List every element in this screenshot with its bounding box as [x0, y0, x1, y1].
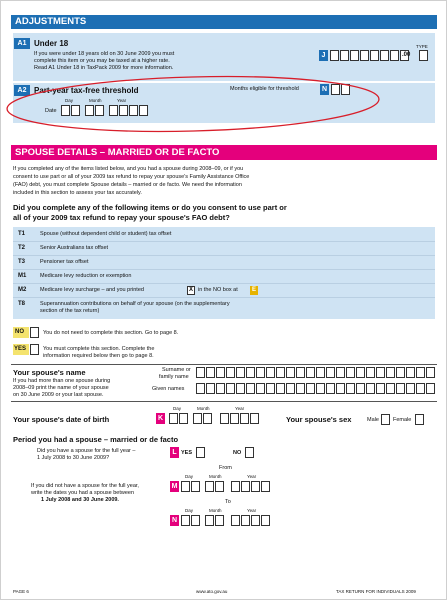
from-month-label: Month — [209, 474, 222, 479]
from-day-boxes[interactable] — [181, 481, 200, 492]
spouse-name-help-2: 2008–09 print the name of your spouse — [13, 385, 109, 391]
item-code: M1 — [18, 273, 27, 279]
spouse-intro-4: included in this section to assess your tax accurately. — [13, 190, 142, 196]
item-text: Superannuation contributions on behalf of your spouse (on the supplementary — [40, 301, 230, 307]
item-code: T1 — [18, 231, 26, 237]
to-month-boxes[interactable] — [205, 515, 224, 526]
item-row — [13, 228, 435, 242]
from-day-label: Day — [185, 474, 194, 479]
item-text: Senior Australians tax offset — [40, 245, 109, 251]
yes-checkbox[interactable] — [30, 344, 39, 355]
yes-text-1: You must complete this section. Complete the — [43, 346, 155, 352]
item-row — [13, 284, 435, 298]
adjustments-heading: ADJUSTMENTS — [11, 15, 437, 29]
no-label: NO — [15, 329, 24, 335]
a2-code: A2 — [14, 85, 30, 96]
spouse-sex-title: Your spouse's sex — [286, 415, 352, 424]
female-checkbox[interactable] — [415, 414, 424, 425]
a1-title: Under 18 — [34, 39, 69, 48]
dob-badge-k: K — [157, 415, 164, 422]
partial-text-3: 1 July 2008 and 30 June 2009. — [41, 497, 119, 503]
surname-label-1: Surname or — [162, 367, 191, 373]
fullyear-no-checkbox[interactable] — [245, 447, 254, 458]
spouse-name-help-3: on 30 June 2009 or your last spouse. — [13, 392, 104, 398]
given-names-boxes[interactable] — [196, 383, 435, 394]
a2-label-n: N — [321, 86, 328, 93]
spouse-intro-1: If you completed any of the items listed below, and you had a spouse during 2008–09, or if you — [13, 166, 244, 172]
dob-year-boxes[interactable] — [220, 413, 259, 424]
dob-month-boxes[interactable] — [193, 413, 212, 424]
a2-title: Part-year tax-free threshold — [34, 86, 139, 95]
a2-date-label: Date — [45, 108, 57, 114]
spouse-intro-3: (FAO) debt, you must complete Spouse details – married or de facto. We need the information — [13, 182, 242, 188]
from-year-boxes[interactable] — [231, 481, 270, 492]
a1-text-2: complete this item or you may be taxed at a higher rate. — [34, 58, 170, 64]
item-text: Medicare levy reduction or exemption — [40, 273, 132, 279]
a2-day-label: Day — [65, 98, 74, 103]
period-badge-l: L — [170, 447, 179, 458]
partial-text-1: If you did not have a spouse for the full year, — [31, 483, 139, 489]
yes-label: YES — [14, 346, 27, 352]
item-row — [13, 270, 435, 284]
yes-text-2: information required below then go to page 8. — [43, 353, 154, 359]
fullyear-yes-checkbox[interactable] — [196, 447, 205, 458]
divider — [11, 401, 437, 402]
item-code: M2 — [18, 287, 27, 293]
a2-year-label: Year — [117, 98, 127, 103]
spouse-dob-title: Your spouse's date of birth — [13, 415, 110, 424]
a1-text-1: If you were under 18 years old on 30 June 2009 you must — [34, 51, 175, 57]
item-row — [13, 256, 435, 270]
spouse-heading: SPOUSE DETAILS – MARRIED OR DE FACTO — [11, 145, 437, 160]
given-names-label: Given names — [152, 386, 185, 392]
a1-code: A1 — [14, 38, 30, 49]
item-code: T8 — [18, 301, 26, 307]
from-label: From — [219, 465, 232, 471]
period-badge-m: M — [171, 483, 178, 490]
item-code: T3 — [18, 259, 26, 265]
to-year-label: Year — [247, 508, 257, 513]
spouse-name-help-1: If you had more than one spouse during — [13, 378, 111, 384]
fullyear-no-label: NO — [233, 450, 242, 456]
item-code: T2 — [18, 245, 26, 251]
no-text: You do not need to complete this section. Go to page 8. — [43, 330, 179, 336]
spouse-question-2: all of your 2009 tax refund to repay your spouse's FAO debt? — [13, 213, 230, 222]
male-label: Male — [367, 417, 379, 423]
a1-label-j: J — [319, 50, 328, 61]
dob-month-label: Month — [197, 406, 210, 411]
item-text: Spouse (without dependent child or student) tax offset — [40, 231, 172, 237]
a1-text-3: Read A1 Under 18 in TaxPack 2009 for more information. — [34, 65, 174, 71]
period-badge-n: N — [171, 517, 178, 524]
to-month-label: Month — [209, 508, 222, 513]
item-row — [13, 242, 435, 256]
item-text-2: in the NO box at — [198, 287, 238, 293]
fullyear-yes-label: YES — [181, 450, 193, 456]
dob-day-boxes[interactable] — [169, 413, 188, 424]
a1-cents: .00 — [402, 52, 411, 58]
to-day-boxes[interactable] — [181, 515, 200, 526]
surname-boxes[interactable] — [196, 367, 435, 378]
item-text: Medicare levy surcharge – and you printed — [40, 287, 144, 293]
e-badge: E — [251, 287, 256, 293]
footer-page: PAGE 6 — [13, 589, 29, 594]
to-year-boxes[interactable] — [231, 515, 270, 526]
male-checkbox[interactable] — [381, 414, 390, 425]
footer-url: www.ato.gov.au — [196, 589, 228, 594]
fullyear-question-2: 1 July 2008 to 30 June 2009? — [37, 455, 110, 461]
to-label: To — [225, 499, 231, 505]
a1-type-label: TYPE — [416, 44, 428, 49]
a2-months-label: Months eligible for threshold — [230, 86, 299, 92]
partial-text-2: write the dates you had a spouse between — [31, 490, 135, 496]
spouse-name-title: Your spouse's name — [13, 368, 86, 377]
spouse-question-1: Did you complete any of the following items or do you consent to use part or — [13, 203, 287, 212]
period-title: Period you had a spouse – married or de facto — [13, 435, 179, 444]
dob-day-label: Day — [173, 406, 182, 411]
x-mark-box: X — [188, 287, 193, 293]
surname-label-2: family name — [159, 374, 189, 380]
footer-title: TAX RETURN FOR INDIVIDUALS 2009 — [336, 589, 416, 594]
divider — [11, 364, 437, 365]
from-month-boxes[interactable] — [205, 481, 224, 492]
to-day-label: Day — [185, 508, 194, 513]
female-label: Female — [393, 417, 412, 423]
dob-year-label: Year — [235, 406, 245, 411]
no-checkbox[interactable] — [30, 327, 39, 338]
fullyear-question-1: Did you have a spouse for the full year – — [37, 448, 136, 454]
a2-month-label: Month — [89, 98, 102, 103]
item-row — [13, 298, 435, 318]
item-text: Pensioner tax offset — [40, 259, 89, 265]
item-text-2: section of the tax return) — [40, 308, 100, 314]
spouse-intro-2: consent to use part or all of your 2009 tax refund to repay your spouse's Family Assistance Office — [13, 174, 250, 180]
from-year-label: Year — [247, 474, 257, 479]
